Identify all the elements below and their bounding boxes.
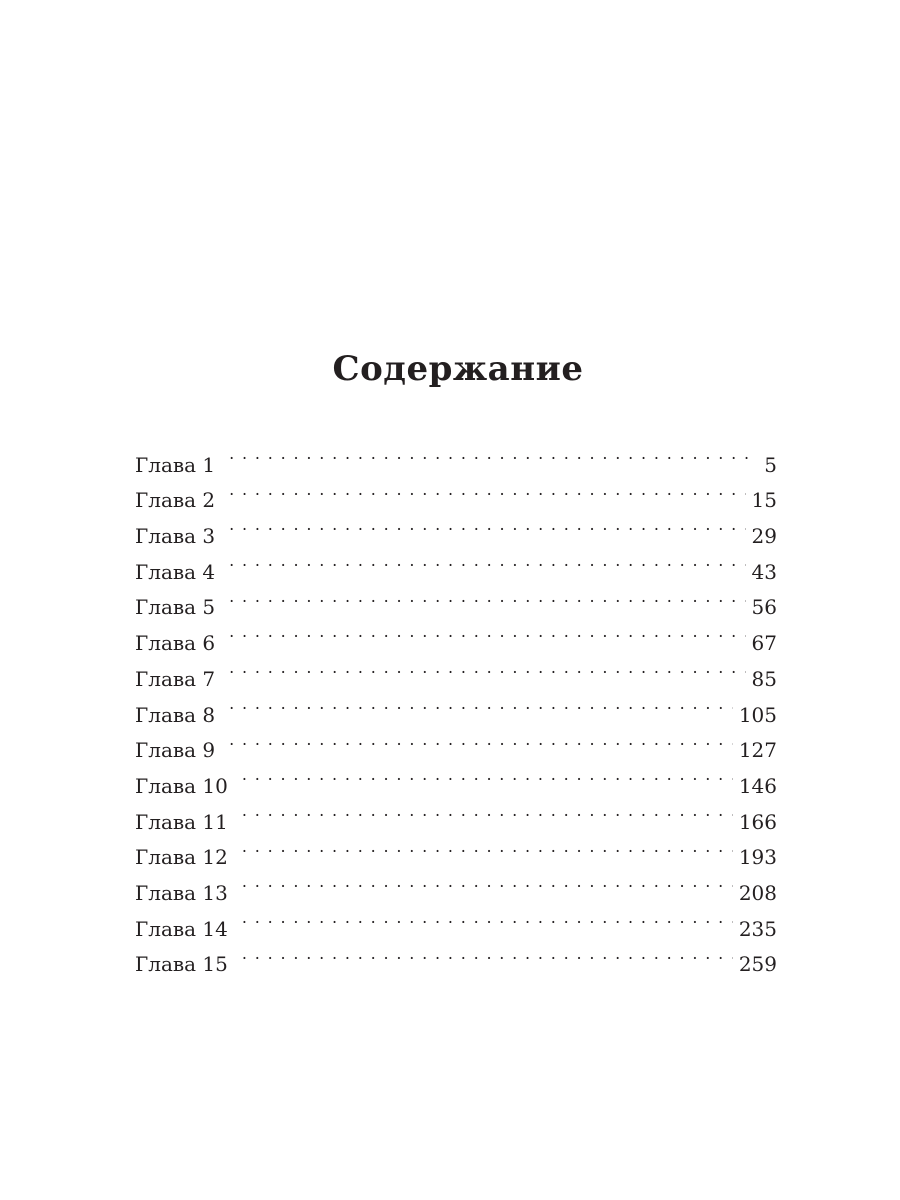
toc-entry-page-number: 15 — [746, 483, 777, 519]
toc-entry-page-number: 193 — [733, 840, 777, 876]
toc-entry[interactable] — [135, 579, 777, 620]
toc-entry[interactable] — [135, 507, 777, 549]
toc-entry[interactable] — [135, 722, 777, 763]
toc-entry-page-number: 166 — [733, 805, 777, 841]
toc-entry-label: Глава 14 — [135, 916, 228, 941]
toc-dot-leader — [229, 579, 745, 615]
toc-entry-label: Глава 15 — [135, 952, 228, 977]
toc-entry-page-number: 146 — [733, 769, 777, 805]
toc-entry-label: Глава 3 — [135, 524, 216, 549]
toc-entry-page-number: 208 — [733, 876, 777, 912]
toc-entry-page-number: 5 — [758, 448, 777, 484]
toc-entry[interactable] — [135, 686, 777, 727]
page-title: Содержание — [332, 348, 584, 389]
toc-entry[interactable] — [135, 614, 777, 656]
toc-entry-page-number: 127 — [733, 733, 777, 769]
toc-entry[interactable] — [135, 650, 777, 691]
toc-dot-leader — [242, 936, 733, 972]
toc-entry-label: Глава 5 — [135, 595, 216, 620]
toc-entry-page-number: 235 — [733, 912, 777, 948]
toc-dot-leader — [242, 900, 733, 936]
toc-entry-label: Глава 7 — [135, 666, 216, 691]
toc-dot-leader — [229, 614, 745, 650]
toc-dot-leader — [229, 650, 745, 686]
toc-entry-label: Глава 9 — [135, 738, 216, 763]
toc-entry-label: Глава 8 — [135, 702, 216, 727]
toc-dot-leader — [229, 436, 758, 472]
toc-dot-leader — [242, 864, 733, 900]
toc-dot-leader — [229, 507, 745, 543]
toc-entry-page-number: 56 — [746, 590, 777, 626]
toc-dot-leader — [229, 543, 745, 579]
toc-dot-leader — [229, 686, 733, 722]
toc-entry[interactable] — [135, 436, 777, 477]
toc-entry-page-number: 259 — [733, 947, 777, 983]
toc-dot-leader — [242, 793, 733, 829]
toc-entry-label: Глава 12 — [135, 845, 228, 870]
toc-entry-page-number: 85 — [746, 662, 777, 698]
toc-dot-leader — [229, 722, 733, 758]
toc-entry-label: Глава 10 — [135, 773, 228, 798]
toc-entry-page-number: 29 — [746, 519, 777, 555]
toc-dot-leader — [242, 757, 733, 793]
toc-entry-page-number: 67 — [746, 626, 777, 662]
toc-entry-label: Глава 13 — [135, 880, 228, 905]
toc-entry-label: Глава 6 — [135, 631, 216, 656]
toc-entry-label: Глава 11 — [135, 809, 228, 834]
toc-entry-label: Глава 4 — [135, 559, 216, 584]
toc-entry[interactable] — [135, 757, 777, 798]
toc-entry[interactable] — [135, 543, 777, 584]
table-of-contents — [135, 436, 777, 977]
toc-entry-label: Глава 1 — [135, 452, 216, 477]
toc-entry[interactable] — [135, 472, 777, 513]
toc-entry-label: Глава 2 — [135, 488, 216, 513]
toc-entry-page-number: 105 — [733, 698, 777, 734]
toc-dot-leader — [229, 472, 745, 508]
toc-entry-page-number: 43 — [746, 555, 777, 591]
toc-dot-leader — [242, 829, 733, 865]
